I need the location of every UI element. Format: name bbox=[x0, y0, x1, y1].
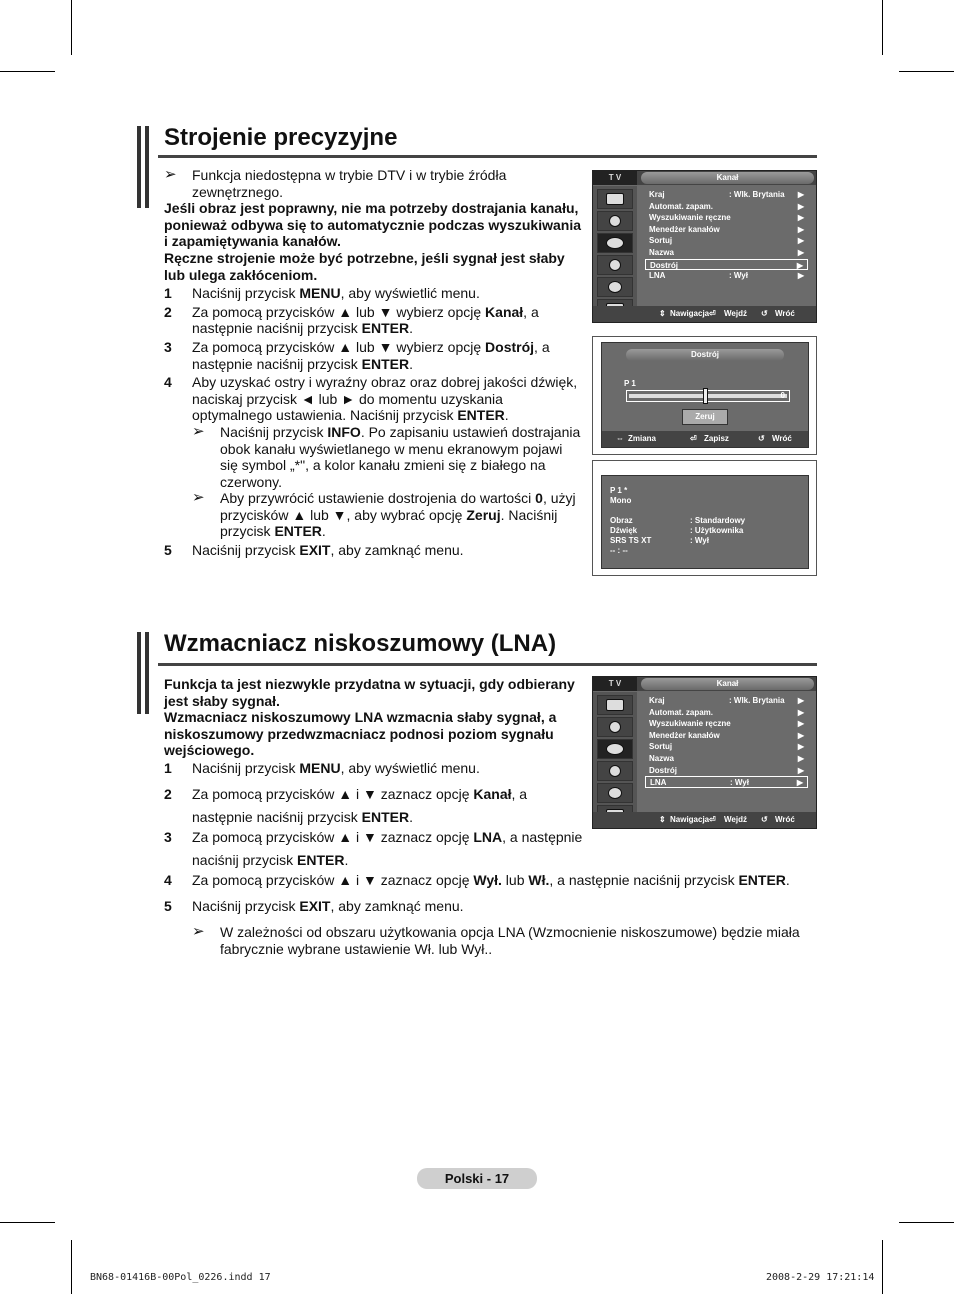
menu-item-dostroj[interactable] bbox=[645, 259, 808, 271]
info-banner bbox=[601, 475, 809, 569]
step-text: Naciśnij przycisk bbox=[192, 285, 300, 302]
enter-hint: Wejdź bbox=[724, 815, 747, 824]
menu-title: Kanał bbox=[641, 172, 814, 184]
step-key: ENTER bbox=[361, 355, 410, 372]
menu-item-kraj[interactable] bbox=[645, 695, 808, 707]
slider-knob[interactable] bbox=[703, 388, 708, 404]
intro-bold: Funkcja ta jest niezwykle przydatna w sytuacji, gdy odbierany jest słaby sygnał. bbox=[164, 676, 575, 709]
return-icon: ↺ bbox=[758, 434, 765, 443]
input-icon bbox=[597, 783, 633, 803]
slider-track bbox=[629, 394, 787, 398]
note-text: Aby przywrócić ustawienie dostrojenia do wartości bbox=[220, 490, 536, 507]
step bbox=[164, 898, 824, 924]
nav-hint: Nawigacja bbox=[670, 309, 710, 318]
menu-help-bar bbox=[593, 306, 816, 322]
menu-item-menedzer[interactable] bbox=[645, 224, 808, 236]
back-hint: Wróć bbox=[772, 434, 792, 443]
step-text: . bbox=[409, 320, 413, 337]
step-text: naciśnij przycisk bbox=[192, 851, 298, 868]
step-line bbox=[192, 852, 824, 869]
step-text: następnie naciśnij przycisk bbox=[192, 808, 362, 825]
menu-item-wyszukiwanie[interactable] bbox=[645, 212, 808, 224]
back-hint: Wróć bbox=[775, 815, 795, 824]
arrow-right-icon: ▶ bbox=[797, 190, 804, 199]
section1-body bbox=[164, 167, 584, 559]
note-text: . Po zapisaniu ustawień dostrajania obok kanału wyświetlanego w menu ekranowym pojawi się symbol „*", a kolor kanału zmieni się z białego na czerwony. bbox=[220, 423, 581, 490]
menu-item-lna[interactable] bbox=[645, 270, 808, 282]
menu-item-label: Wyszukiwanie ręczne bbox=[649, 213, 731, 223]
arrow-right-icon: ▶ bbox=[797, 236, 804, 246]
step-text: , aby wyświetlić menu. bbox=[340, 760, 480, 776]
step-key: Dostrój bbox=[485, 338, 535, 355]
back-hint: Wróć bbox=[775, 309, 795, 318]
step-text: . bbox=[344, 851, 349, 868]
arrow-right-icon: ▶ bbox=[797, 742, 804, 752]
channel-label: P 1 bbox=[624, 379, 636, 388]
menu-item-label: Automat. zapam. bbox=[649, 707, 714, 717]
updown-icon: ⇕ bbox=[659, 309, 666, 318]
note bbox=[164, 167, 584, 200]
menu-item-nazwa[interactable] bbox=[645, 753, 808, 765]
sub-note bbox=[192, 424, 584, 490]
step bbox=[164, 304, 584, 337]
menu-item-value: : Wlk. Brytania bbox=[729, 696, 785, 705]
leftright-icon: ⇔ bbox=[616, 434, 624, 443]
sub-note bbox=[192, 924, 824, 957]
save-hint: Zapisz bbox=[704, 434, 729, 443]
menu-item-label: Dostrój bbox=[649, 765, 677, 775]
step-text: . bbox=[409, 808, 413, 825]
step-number: 4 bbox=[164, 872, 172, 888]
reset-button[interactable]: Zeruj bbox=[682, 409, 728, 425]
setup-icon bbox=[597, 761, 633, 781]
section-bar bbox=[145, 126, 149, 208]
sound-icon bbox=[597, 717, 633, 737]
tv-label: T V bbox=[593, 677, 637, 691]
step-key: ENTER bbox=[361, 808, 410, 825]
step bbox=[164, 924, 824, 957]
section-title: Wzmacniacz niskoszumowy (LNA) bbox=[164, 630, 557, 657]
arrow-right-icon: ▶ bbox=[797, 271, 804, 281]
menu-items bbox=[645, 695, 808, 788]
note-text: Funkcja niedostępna w trybie DTV i w trybie źródła zewnętrznego. bbox=[192, 167, 507, 200]
tv-menu-screen bbox=[592, 676, 817, 829]
menu-item-label: Automat. zapam. bbox=[649, 201, 714, 211]
finetune-panel bbox=[592, 336, 817, 455]
arrow-right-icon: ▶ bbox=[797, 696, 804, 705]
tv-label: T V bbox=[593, 171, 637, 185]
step-text: Za pomocą przycisków ▲ i ▼ zaznacz opcję bbox=[192, 786, 474, 802]
note-key: INFO bbox=[327, 423, 361, 440]
step-number: 2 bbox=[164, 786, 172, 802]
step-text: , a następnie naciśnij przycisk bbox=[192, 303, 539, 337]
intro-bold: Jeśli obraz jest poprawny, nie ma potrzeby dostrajania kanału, ponieważ odbywa się to automatycznie podczas wyszukiwania i zapamiętywania kanałów. bbox=[164, 200, 581, 250]
date-slug: 2008-2-29 17:21:14 bbox=[766, 1272, 875, 1283]
step-number: 5 bbox=[164, 542, 172, 559]
menu-item-nazwa[interactable] bbox=[645, 247, 808, 259]
step-text: , aby zamknąć menu. bbox=[330, 898, 464, 914]
setup-icon bbox=[597, 255, 633, 275]
menu-item-dostroj[interactable] bbox=[645, 765, 808, 777]
crop-mark bbox=[71, 1240, 72, 1294]
menu-title: Kanał bbox=[641, 678, 814, 690]
menu-item-lna[interactable] bbox=[645, 776, 808, 788]
arrow-right-icon: ▶ bbox=[797, 753, 804, 763]
step-text: , aby wyświetlić menu. bbox=[340, 285, 480, 302]
step-text: Za pomocą przycisków ▲ lub ▼ wybierz opcję bbox=[192, 303, 486, 320]
channel-icon bbox=[597, 739, 633, 759]
picture-icon bbox=[597, 189, 633, 209]
step-text: Za pomocą przycisków ▲ i ▼ zaznacz opcję bbox=[192, 829, 474, 845]
note-text: . Naciśnij przycisk bbox=[220, 506, 558, 540]
crop-mark bbox=[882, 1240, 883, 1294]
note-arrow-icon: ➢ bbox=[192, 422, 205, 440]
menu-item-automat[interactable] bbox=[645, 707, 808, 719]
step bbox=[164, 285, 584, 302]
enter-icon: ⏎ bbox=[709, 309, 716, 318]
step-key: Wył. bbox=[473, 872, 502, 888]
step-number: 2 bbox=[164, 303, 172, 320]
section2-intro bbox=[164, 676, 584, 759]
info-time: -- : -- bbox=[610, 546, 628, 555]
crop-mark bbox=[0, 71, 55, 72]
nav-hint: Nawigacja bbox=[670, 815, 710, 824]
step-key: ENTER bbox=[457, 407, 505, 424]
step-text: , a następnie bbox=[502, 829, 583, 845]
menu-item-label: Wyszukiwanie ręczne bbox=[649, 719, 731, 729]
info-mode: Mono bbox=[610, 496, 632, 505]
section-rule bbox=[158, 663, 817, 666]
menu-help-bar bbox=[593, 812, 816, 828]
arrow-right-icon: ▶ bbox=[797, 224, 804, 234]
info-label: SRS TS XT bbox=[610, 536, 652, 545]
info-label: Obraz bbox=[610, 516, 633, 525]
file-slug: BN68-01416B-00Pol_0226.indd 17 bbox=[90, 1272, 271, 1283]
step-number: 1 bbox=[164, 285, 172, 302]
menu-item-kraj[interactable] bbox=[645, 189, 808, 201]
sub-note bbox=[192, 490, 584, 540]
channel-icon bbox=[597, 233, 633, 253]
step-number: 5 bbox=[164, 898, 172, 914]
step-number: 3 bbox=[164, 829, 172, 845]
step-key: Kanał bbox=[485, 303, 524, 320]
arrow-right-icon: ▶ bbox=[796, 778, 803, 788]
menu-item-menedzer[interactable] bbox=[645, 730, 808, 742]
step-key: MENU bbox=[299, 760, 341, 776]
step-text: . bbox=[409, 355, 413, 372]
step-text: , aby zamknąć menu. bbox=[330, 542, 464, 559]
step bbox=[164, 829, 824, 872]
note-arrow-icon: ➢ bbox=[164, 166, 177, 183]
arrow-right-icon: ▶ bbox=[797, 707, 804, 717]
step-text: Aby uzyskać ostry i wyraźny obraz oraz dobrej jakości dźwięk, naciskaj przycisk ◄ lub ► do momentu uzyskania optymalnego ustawienia. Naciśnij przycisk bbox=[192, 374, 578, 424]
menu-item-label: Nazwa bbox=[649, 247, 674, 257]
info-panel bbox=[592, 460, 817, 576]
info-value: : Standardowy bbox=[690, 516, 746, 525]
crop-mark bbox=[899, 1222, 954, 1223]
menu-item-label: Nazwa bbox=[649, 753, 674, 763]
step-text: . bbox=[785, 872, 790, 888]
arrow-right-icon: ▶ bbox=[797, 247, 804, 257]
step-key: MENU bbox=[299, 285, 341, 302]
menu-item-value: : Wył bbox=[730, 778, 749, 788]
info-channel: P 1 * bbox=[610, 486, 628, 495]
step-text: lub bbox=[501, 872, 529, 888]
menu-item-label: Dostrój bbox=[650, 260, 678, 270]
arrow-right-icon: ▶ bbox=[797, 730, 804, 740]
note-arrow-icon: ➢ bbox=[192, 923, 205, 940]
note-text: , użyj przycisków ▲ lub ▼, aby wybrać opcję bbox=[220, 490, 576, 523]
menu-item-label: Sortuj bbox=[649, 236, 673, 246]
menu-icon-column bbox=[593, 186, 637, 306]
return-icon: ↺ bbox=[761, 815, 768, 824]
updown-icon: ⇕ bbox=[659, 815, 666, 824]
dialog-help-bar bbox=[602, 431, 808, 447]
arrow-right-icon: ▶ bbox=[797, 765, 804, 775]
return-icon: ↺ bbox=[761, 309, 768, 318]
note-key: Zeruj bbox=[466, 506, 501, 523]
step-text: , a następnie naciśnij przycisk bbox=[192, 338, 550, 372]
note-text: Naciśnij przycisk bbox=[220, 423, 328, 440]
arrow-right-icon: ▶ bbox=[797, 213, 804, 223]
menu-item-sortuj[interactable] bbox=[645, 235, 808, 247]
enter-icon: ⏎ bbox=[709, 815, 716, 824]
menu-icon-column bbox=[593, 692, 637, 812]
step-key: EXIT bbox=[299, 542, 331, 559]
crop-mark bbox=[899, 71, 954, 72]
enter-hint: Wejdź bbox=[724, 309, 747, 318]
menu-item-automat[interactable] bbox=[645, 201, 808, 213]
input-icon bbox=[597, 277, 633, 297]
change-hint: Zmiana bbox=[628, 434, 657, 443]
menu-items bbox=[645, 189, 808, 282]
step-text: . bbox=[504, 407, 509, 424]
crop-mark bbox=[0, 1222, 55, 1223]
step-key: ENTER bbox=[738, 872, 786, 888]
step-text: Naciśnij przycisk bbox=[192, 542, 300, 559]
sound-icon bbox=[597, 211, 633, 231]
picture-icon bbox=[597, 695, 633, 715]
note-text: . bbox=[321, 523, 326, 540]
step-text: Za pomocą przycisków ▲ lub ▼ wybierz opcję bbox=[192, 338, 486, 355]
dialog-title: Dostrój bbox=[626, 349, 784, 361]
menu-item-label: LNA bbox=[650, 778, 667, 788]
step bbox=[164, 339, 584, 372]
step-key: ENTER bbox=[361, 320, 410, 337]
info-label: Dźwięk bbox=[610, 526, 638, 535]
menu-item-label: Menedżer kanałów bbox=[649, 730, 720, 740]
step-text: Za pomocą przycisków ▲ i ▼ zaznacz opcję bbox=[192, 872, 474, 888]
section-bar bbox=[137, 126, 141, 208]
page-number: Polski - 17 bbox=[417, 1168, 537, 1189]
step-key: EXIT bbox=[299, 898, 331, 914]
intro-bold: Wzmacniacz niskoszumowy LNA wzmacnia słaby sygnał, a niskoszumowy przedwzmacniacz podnosi poziom sygnału wejściowego. bbox=[164, 709, 557, 759]
menu-item-sortuj[interactable] bbox=[645, 741, 808, 753]
tv-menu-screen bbox=[592, 170, 817, 323]
step-key: Kanał bbox=[473, 786, 512, 802]
step bbox=[164, 374, 584, 540]
finetune-dialog bbox=[601, 342, 809, 448]
section-rule bbox=[158, 155, 817, 158]
info-value: : Użytkownika bbox=[690, 526, 744, 535]
arrow-right-icon: ▶ bbox=[797, 201, 804, 211]
menu-item-value: : Wył bbox=[729, 271, 748, 281]
step-text: , a następnie naciśnij przycisk bbox=[549, 872, 739, 888]
menu-item-label: LNA bbox=[649, 271, 666, 281]
step-text: Naciśnij przycisk bbox=[192, 760, 300, 776]
menu-item-label: Kraj bbox=[649, 696, 665, 705]
note-key: ENTER bbox=[274, 523, 322, 540]
menu-item-wyszukiwanie[interactable] bbox=[645, 718, 808, 730]
arrow-right-icon: ▶ bbox=[796, 260, 803, 270]
menu-item-label: Kraj bbox=[649, 190, 665, 199]
step-number: 3 bbox=[164, 338, 172, 355]
intro-bold: Ręczne strojenie może być potrzebne, jeśli sygnał jest słaby lub ulega zakłóceniom. bbox=[164, 249, 565, 283]
info-value: : Wył bbox=[690, 536, 709, 545]
step-text: , a bbox=[511, 786, 528, 802]
step-text: Naciśnij przycisk bbox=[192, 898, 300, 914]
step-number: 4 bbox=[164, 374, 172, 391]
note-text: W zależności od obszaru użytkowania opcja LNA (Wzmocnienie niskoszumowe) będzie miała fabrycznie wybrane ustawienie Wł. lub Wył.. bbox=[220, 924, 800, 957]
slider-value: 0 bbox=[780, 391, 785, 400]
step-key: ENTER bbox=[297, 851, 345, 868]
menu-item-label: Sortuj bbox=[649, 742, 673, 752]
arrow-right-icon: ▶ bbox=[797, 719, 804, 729]
crop-mark bbox=[882, 0, 883, 55]
step-key: Wł. bbox=[528, 872, 550, 888]
step bbox=[164, 872, 824, 898]
step-number: 1 bbox=[164, 760, 172, 776]
menu-item-value: : Wlk. Brytania bbox=[729, 190, 785, 199]
section-title: Strojenie precyzyjne bbox=[164, 124, 398, 151]
section-bar bbox=[145, 632, 149, 714]
step-key: LNA bbox=[473, 829, 503, 845]
note-arrow-icon: ➢ bbox=[192, 489, 205, 507]
section-bar bbox=[137, 632, 141, 714]
finetune-slider[interactable] bbox=[626, 390, 790, 402]
save-icon: ⏎ bbox=[690, 434, 697, 443]
note-key: 0 bbox=[535, 490, 543, 507]
crop-mark bbox=[71, 0, 72, 55]
menu-item-label: Menedżer kanałów bbox=[649, 224, 720, 234]
step bbox=[164, 542, 584, 559]
